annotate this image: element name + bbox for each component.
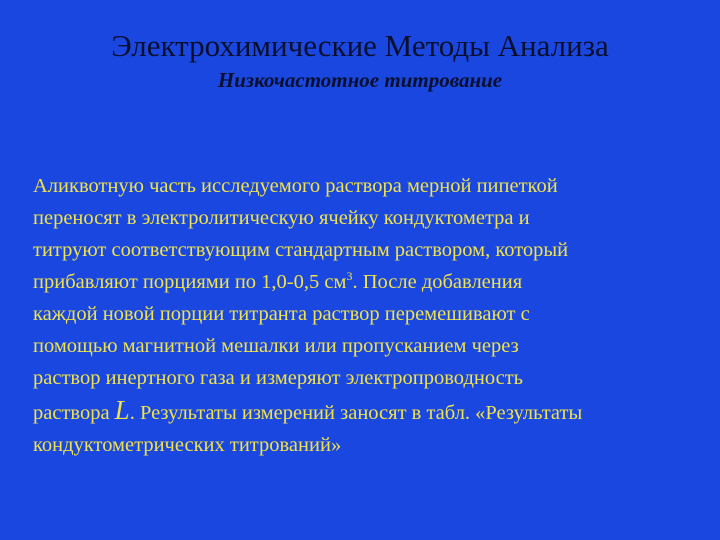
body-line-4-tail: . После добавления [352, 271, 523, 293]
body-line-4-text: прибавляют порциями по 1,0-0,5 см [33, 271, 347, 293]
body-line-6: помощью магнитной мешалки или пропусканием через [33, 335, 519, 357]
slide-subtitle: Низкочастотное титрование [217, 68, 503, 92]
body-line-8-text: раствора [33, 402, 115, 424]
body-line-1: Аликвотную часть исследуемого раствора мерной пипеткой [33, 175, 558, 197]
body-line-5: каждой новой порции титранта раствор перемешивают с [33, 303, 530, 325]
body-line-4 [33, 266, 693, 298]
cubic-superscript: 3 [346, 269, 353, 284]
body-line-8 [33, 394, 693, 429]
body-line-7: раствор инертного газа и измеряют электропроводность [33, 367, 524, 389]
body-paragraph [33, 170, 693, 461]
body-line-3: титруют соответствующим стандартным раствором, который [33, 239, 569, 261]
body-line-8-tail: . Результаты измерений заносят в табл. «Результаты [129, 402, 583, 424]
body-line-2: переносят в электролитическую ячейку кондуктометра и [33, 207, 530, 229]
slide-title: Электрохимические Методы Анализа [111, 28, 609, 63]
conductivity-symbol: L [114, 395, 130, 425]
body-line-9: кондуктометрических титрований» [33, 434, 342, 456]
